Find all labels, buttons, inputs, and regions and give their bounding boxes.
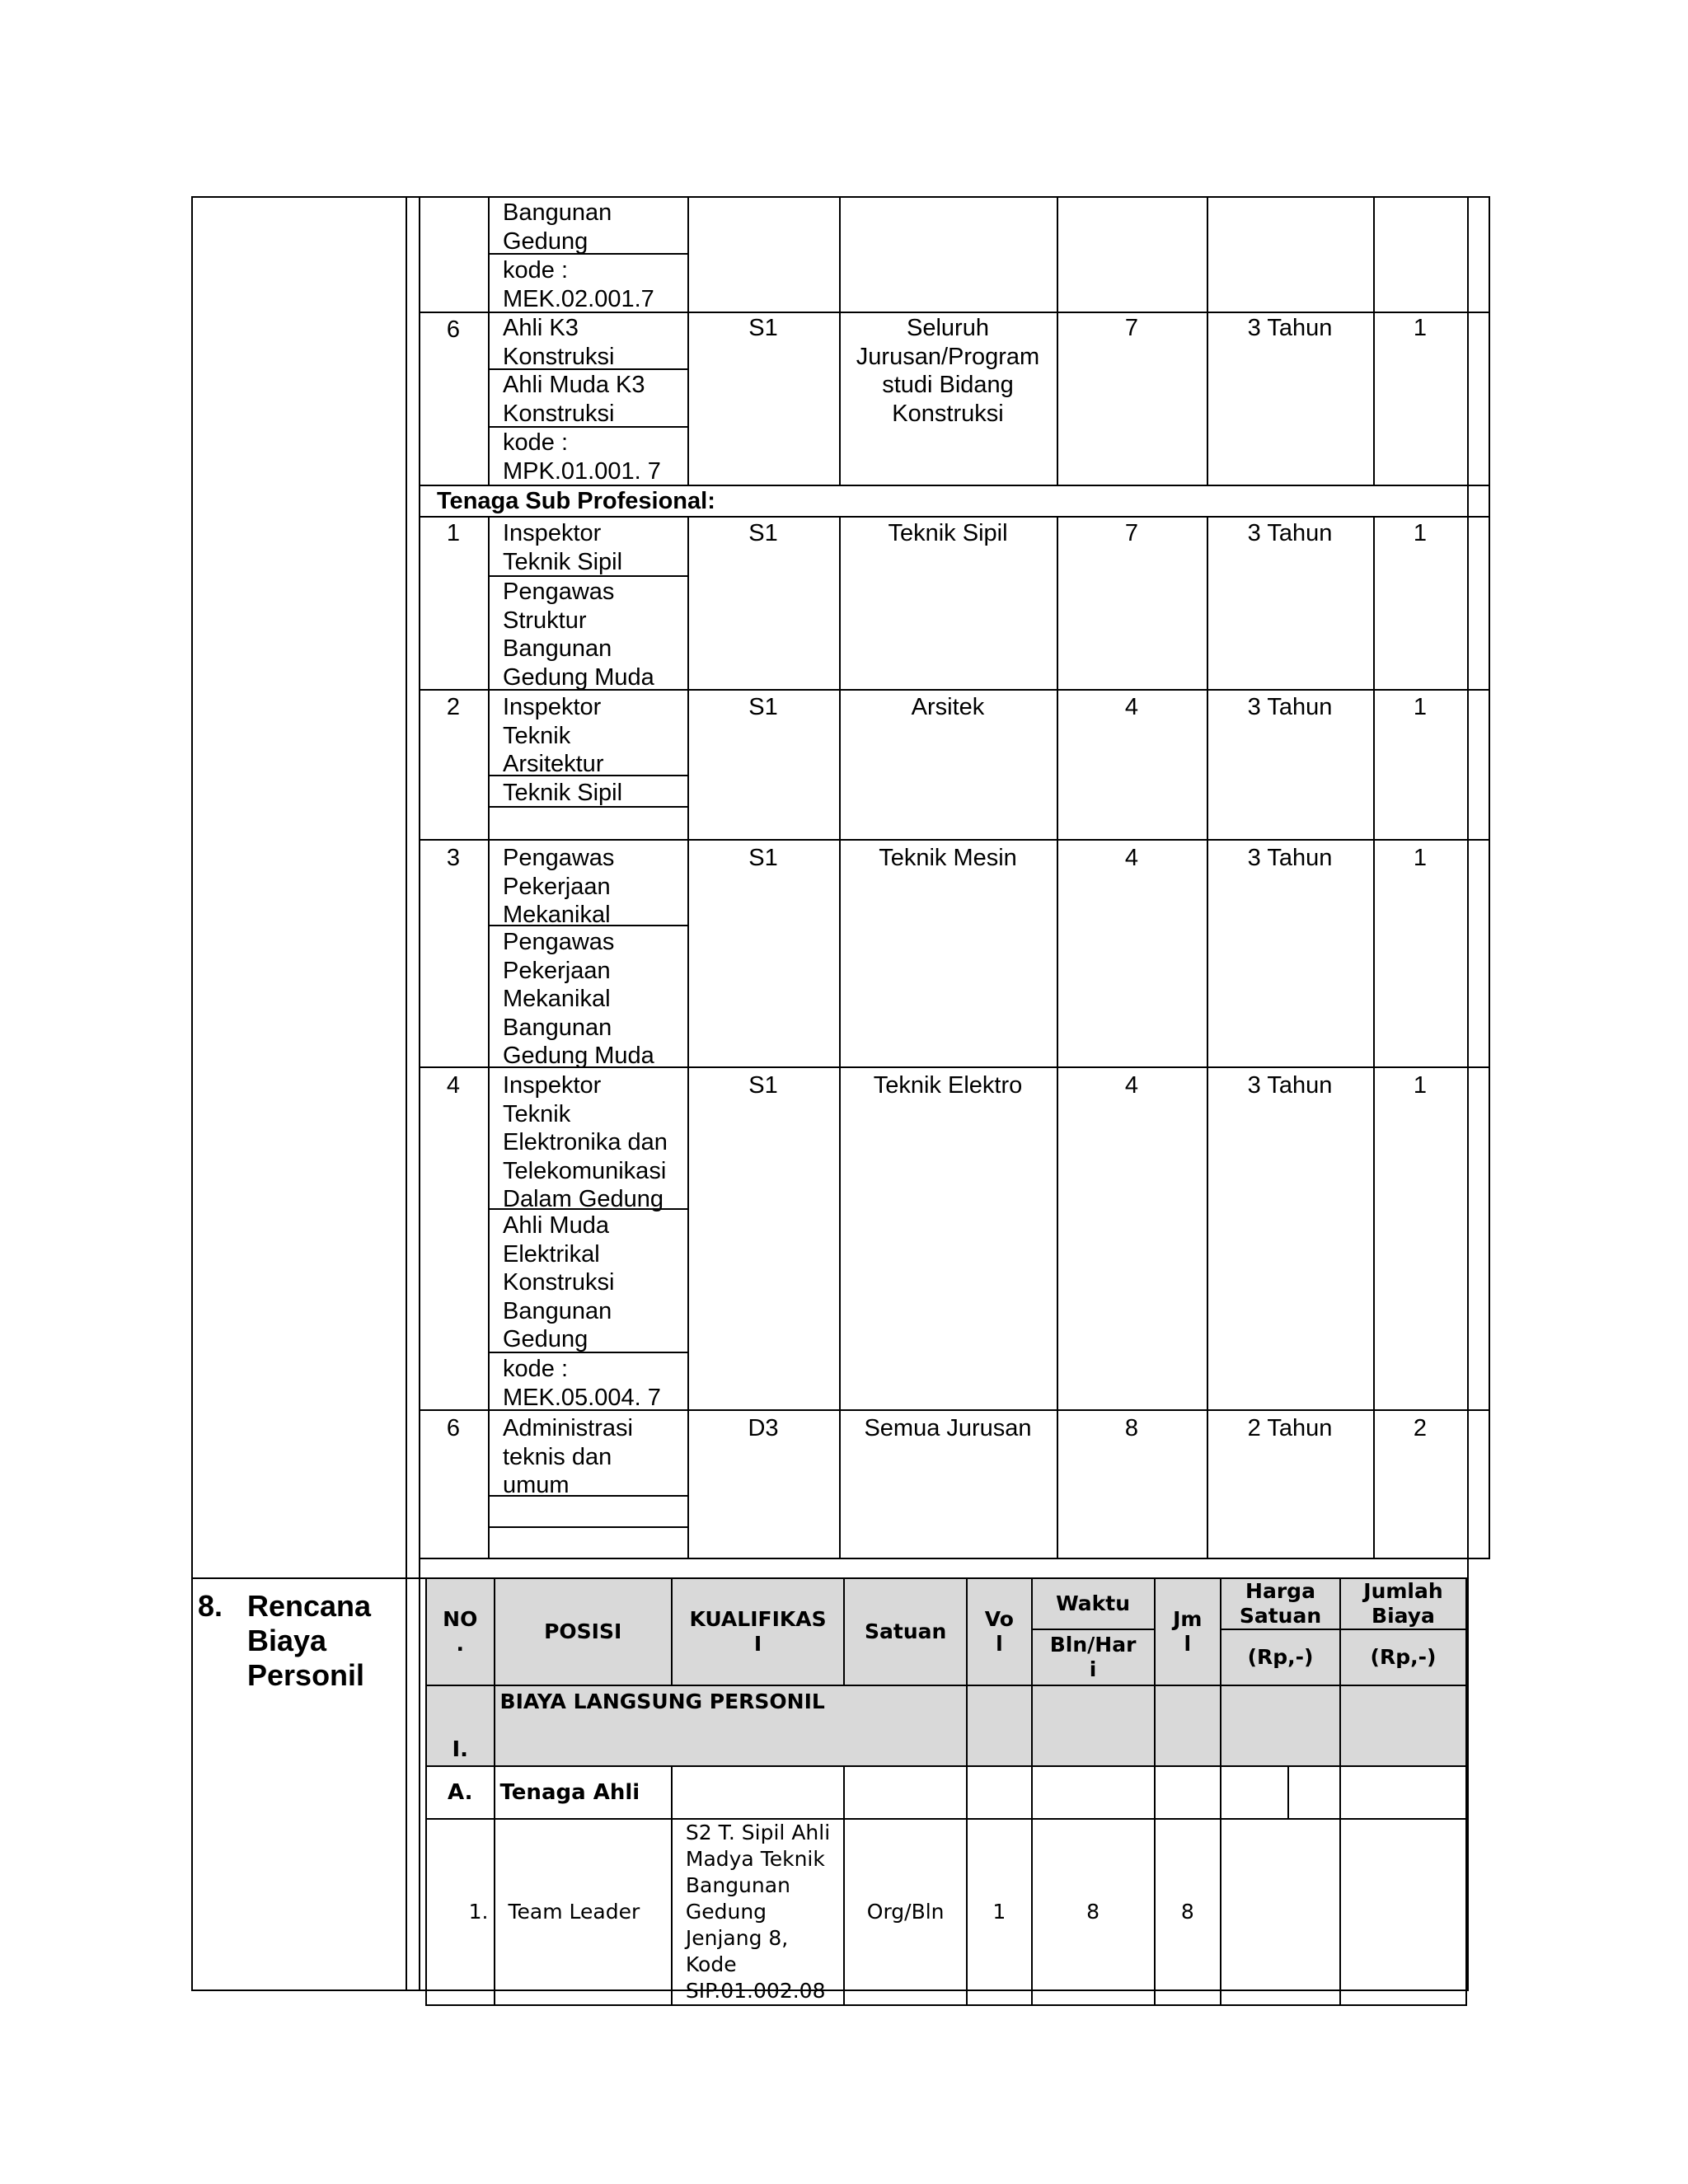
- bottom-border: [419, 1558, 1490, 1559]
- group-label: BIAYA LANGSUNG PERSONIL: [495, 1685, 968, 1766]
- sertifikat-text: Pengawas Pekerjaan Mekanikal Bangunan Gedung Muda: [503, 929, 654, 1069]
- column-divider: [488, 196, 490, 486]
- jabatan-text: Bangunan Gedung: [503, 199, 612, 255]
- pendidikan-text: S1: [748, 1072, 778, 1099]
- jabatan-text: Administrasi teknis dan umum: [503, 1415, 633, 1498]
- pengalaman-text: 3 Tahun: [1247, 520, 1333, 546]
- header-jml: Jm l: [1155, 1578, 1221, 1685]
- jumlah-ahli-text: 7: [1124, 520, 1139, 546]
- pendidikan-text: S1: [748, 315, 778, 341]
- section-title: Rencana Biaya Personil: [247, 1589, 372, 1692]
- orang-text: 1: [1413, 694, 1428, 720]
- jumlah-ahli-text: 8: [1124, 1415, 1139, 1441]
- empty-cell: [844, 1766, 967, 1819]
- jabatan-text: Inspektor Teknik Elektronika dan Telekomunikasi Dalam Gedung: [503, 1072, 668, 1212]
- jumlah-ahli-text: 4: [1124, 845, 1139, 871]
- header-satuan: Satuan: [844, 1578, 967, 1685]
- section-label: Tenaga Sub Profesional:: [437, 488, 715, 514]
- column-divider: [406, 196, 407, 1582]
- top-border: [191, 196, 1490, 198]
- row-number: 1.: [426, 1819, 495, 2005]
- jumlah-cell: [1340, 1819, 1466, 2005]
- harga-cell: [1221, 1819, 1340, 2005]
- empty-cell: [1032, 1685, 1155, 1766]
- header-jumlah-unit: (Rp,-): [1340, 1629, 1466, 1685]
- empty-cell: [1032, 1766, 1155, 1819]
- jumlah-ahli-text: 4: [1124, 1072, 1139, 1099]
- empty-cell: [1221, 1766, 1340, 1819]
- row-number: 6: [446, 1415, 461, 1441]
- column-divider: [488, 517, 490, 1559]
- kode-text: kode : MEK.02.001.7: [503, 257, 654, 312]
- empty-cell: [1221, 1685, 1340, 1766]
- table-row: [426, 1819, 1466, 2005]
- header-waktu: Waktu: [1032, 1578, 1155, 1629]
- subgroup-number: A.: [426, 1766, 495, 1819]
- satuan-cell: Org/Bln: [844, 1819, 967, 2005]
- empty-cell: [1340, 1766, 1466, 1819]
- posisi-cell: Team Leader: [495, 1819, 672, 2005]
- cost-table: [425, 1577, 1467, 2006]
- jurusan-text: Arsitek: [911, 694, 985, 720]
- kode-text: kode : MEK.05.004. 7: [503, 1356, 661, 1411]
- orang-text: 1: [1413, 1072, 1428, 1099]
- vol-cell: 1: [967, 1819, 1031, 2005]
- pendidikan-text: S1: [748, 694, 778, 720]
- column-divider: [419, 196, 420, 1582]
- outer-right-border: [1489, 196, 1490, 1559]
- jumlah-ahli-text: 7: [1124, 315, 1139, 341]
- header-no: NO .: [426, 1578, 495, 1685]
- jurusan-text: Semua Jurusan: [864, 1415, 1032, 1441]
- subgroup-label: Tenaga Ahli: [495, 1766, 672, 1819]
- column-divider: [1207, 517, 1208, 1559]
- jml-cell: 8: [1155, 1819, 1221, 2005]
- empty-cell: [1155, 1685, 1221, 1766]
- waktu-cell: 8: [1032, 1819, 1155, 2005]
- sertifikat-text: Ahli Muda K3 Konstruksi: [503, 372, 645, 427]
- pendidikan-text: S1: [748, 845, 778, 871]
- row-number: 1: [446, 520, 461, 546]
- jurusan-text: Seluruh Jurusan/Program studi Bidang Konstruksi: [856, 315, 1040, 427]
- group-number: I.: [426, 1685, 495, 1766]
- pengalaman-text: 3 Tahun: [1247, 694, 1333, 720]
- jabatan-text: Pengawas Pekerjaan Mekanikal: [503, 845, 615, 928]
- jurusan-text: Teknik Mesin: [879, 845, 1017, 871]
- pendidikan-text: S1: [748, 520, 778, 546]
- empty-cell: [1155, 1766, 1221, 1819]
- jabatan-text: Ahli K3 Konstruksi: [503, 315, 615, 370]
- jabatan-text: Inspektor Teknik Sipil: [503, 520, 623, 575]
- empty-cell: [672, 1766, 844, 1819]
- section-number: 8.: [198, 1589, 223, 1623]
- orang-text: 2: [1413, 1415, 1428, 1441]
- orang-text: 1: [1413, 315, 1428, 341]
- kualifikasi-cell: S2 T. Sipil Ahli Madya Teknik Bangunan Gedung Jenjang 8, Kode SIP.01.002.08: [672, 1819, 844, 2005]
- subcell-divider: [488, 1526, 689, 1528]
- empty-cell: [1340, 1685, 1466, 1766]
- column-divider: [839, 517, 841, 1559]
- pengalaman-text: 3 Tahun: [1247, 315, 1333, 341]
- jabatan-text: Inspektor Teknik Arsitektur: [503, 694, 604, 777]
- pendidikan-text: D3: [748, 1415, 779, 1441]
- row-number: 4: [446, 1072, 461, 1099]
- header-vol: Vo l: [967, 1578, 1031, 1685]
- column-divider: [1467, 196, 1469, 1582]
- row-number: 6: [446, 316, 461, 343]
- pengalaman-text: 3 Tahun: [1247, 845, 1333, 871]
- row-divider: [419, 839, 1490, 841]
- orang-text: 1: [1413, 845, 1428, 871]
- header-posisi: POSISI: [495, 1578, 672, 1685]
- header-harga-unit: (Rp,-): [1221, 1629, 1340, 1685]
- row-number: 2: [446, 694, 461, 720]
- outer-left-border: [191, 196, 193, 1582]
- pengalaman-text: 3 Tahun: [1247, 1072, 1333, 1099]
- jurusan-text: Teknik Sipil: [888, 520, 1008, 546]
- outer-left-border: [191, 1577, 193, 1991]
- header-harga-satuan: Harga Satuan: [1221, 1578, 1340, 1629]
- column-divider: [687, 517, 689, 1559]
- orang-text: 1: [1413, 520, 1428, 546]
- column-divider: [1057, 517, 1058, 1559]
- row-divider: [419, 516, 1490, 518]
- pengalaman-text: 2 Tahun: [1247, 1415, 1333, 1441]
- row-number: 3: [446, 845, 461, 871]
- sertifikat-text: Ahli Muda Elektrikal Konstruksi Bangunan Gedung: [503, 1212, 615, 1352]
- sertifikat-text: Pengawas Struktur Bangunan Gedung Muda: [503, 579, 654, 691]
- column-divider: [1373, 517, 1375, 1559]
- outer-right-border: [1467, 1577, 1469, 1991]
- column-divider: [419, 1577, 420, 1991]
- sertifikat-text: Teknik Sipil: [503, 780, 623, 806]
- empty-cell: [967, 1685, 1031, 1766]
- header-kualifikasi: KUALIFIKAS I: [672, 1578, 844, 1685]
- jumlah-ahli-text: 4: [1124, 694, 1139, 720]
- kode-text: kode : MPK.01.001. 7: [503, 429, 661, 485]
- jurusan-text: Teknik Elektro: [873, 1072, 1023, 1099]
- header-jumlah-biaya: Jumlah Biaya: [1340, 1578, 1466, 1629]
- empty-cell: [967, 1766, 1031, 1819]
- header-waktu-unit: Bln/Har i: [1032, 1629, 1155, 1685]
